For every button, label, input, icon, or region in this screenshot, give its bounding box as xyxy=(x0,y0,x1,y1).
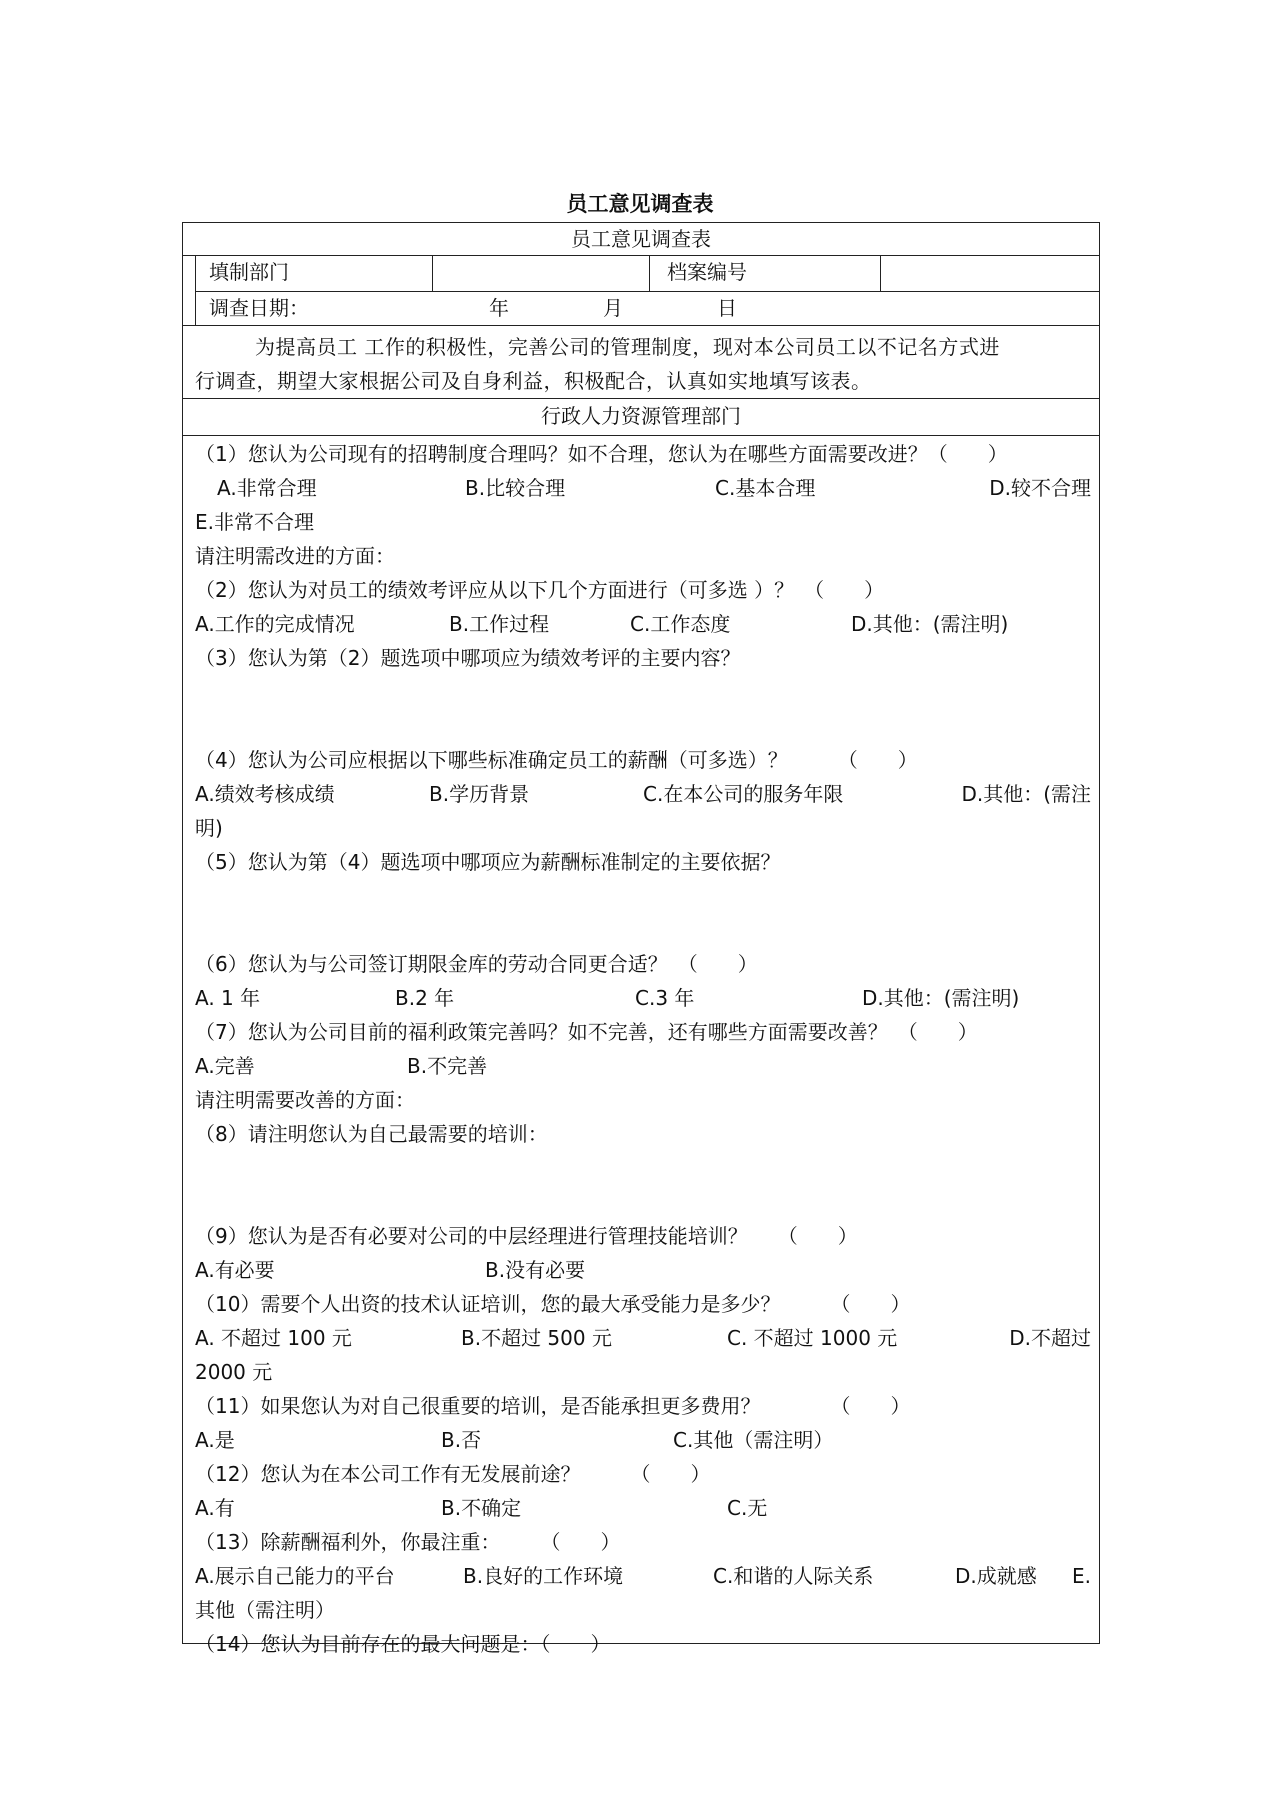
q2-option-c[interactable]: C.工作态度 xyxy=(630,612,731,636)
q6-option-b[interactable]: B.2 年 xyxy=(395,986,455,1010)
intro-line: 行调查，期望大家根据公司及自身利益，积极配合，认真如实地填写该表。 xyxy=(195,369,872,393)
q9-option-b[interactable]: B.没有必要 xyxy=(485,1258,586,1282)
q6-option-a[interactable]: A. 1 年 xyxy=(195,986,261,1010)
question-4: （4）您认为公司应根据以下哪些标准确定员工的薪酬（可多选）？ （ ） xyxy=(195,748,918,772)
q1-option-e[interactable]: E.非常不合理 xyxy=(195,510,314,534)
question-9: （9）您认为是否有必要对公司的中层经理进行管理技能培训？ （ ） xyxy=(195,1224,858,1248)
q12-option-b[interactable]: B.不确定 xyxy=(441,1496,522,1520)
q7-option-a[interactable]: A.完善 xyxy=(195,1054,255,1078)
question-3: （3）您认为第（2）题选项中哪项应为绩效考评的主要内容？ xyxy=(195,646,741,670)
q6-option-d[interactable]: D.其他：(需注明) xyxy=(862,986,1020,1010)
q4-option-c[interactable]: C.在本公司的服务年限 xyxy=(643,782,844,806)
q4-option-d-cont: 明) xyxy=(195,816,223,840)
date-month[interactable]: 月 xyxy=(603,296,623,320)
divider xyxy=(649,255,650,291)
q1-option-b[interactable]: B.比较合理 xyxy=(465,476,566,500)
q13-option-e[interactable]: E. xyxy=(1072,1564,1091,1588)
q4-option-a[interactable]: A.绩效考核成绩 xyxy=(195,782,335,806)
question-1: （1）您认为公司现有的招聘制度合理吗？如不合理，您认为在哪些方面需要改进？（ ） xyxy=(195,442,1008,466)
question-10: （10）需要个人出资的技术认证培训，您的最大承受能力是多少？ （ ） xyxy=(195,1292,911,1316)
q7-note: 请注明需要改善的方面： xyxy=(195,1088,415,1112)
q10-option-a[interactable]: A. 不超过 100 元 xyxy=(195,1326,352,1350)
question-12: （12）您认为在本公司工作有无发展前途？ （ ） xyxy=(195,1462,711,1486)
question-11: （11）如果您认为对自己很重要的培训，是否能承担更多费用？ （ ） xyxy=(195,1394,911,1418)
q1-option-c[interactable]: C.基本合理 xyxy=(715,476,816,500)
q10-option-c[interactable]: C. 不超过 1000 元 xyxy=(727,1326,898,1350)
question-6: （6）您认为与公司签订期限金库的劳动合同更合适？ （ ） xyxy=(195,952,758,976)
divider xyxy=(195,291,1099,292)
q9-option-a[interactable]: A.有必要 xyxy=(195,1258,275,1282)
date-label: 调查日期： xyxy=(209,296,309,320)
q4-option-d[interactable]: D.其他：(需注 xyxy=(961,782,1091,806)
question-13: （13）除薪酬福利外，你最注重： （ ） xyxy=(195,1530,621,1554)
q1-option-a[interactable]: A.非常合理 xyxy=(217,476,317,500)
q6-option-c[interactable]: C.3 年 xyxy=(635,986,695,1010)
q13-option-d[interactable]: D.成就感 xyxy=(955,1564,1037,1588)
divider xyxy=(183,435,1099,436)
fill-dept-label: 填制部门 xyxy=(209,260,289,284)
q10-option-b[interactable]: B.不超过 500 元 xyxy=(461,1326,612,1350)
archive-no-field[interactable] xyxy=(882,256,1096,290)
q11-option-a[interactable]: A.是 xyxy=(195,1428,235,1452)
date-day[interactable]: 日 xyxy=(717,296,737,320)
q1-option-d[interactable]: D.较不合理 xyxy=(989,476,1091,500)
q2-option-d[interactable]: D.其他：(需注明) xyxy=(851,612,1009,636)
question-7: （7）您认为公司目前的福利政策完善吗？如不完善，还有哪些方面需要改善？ （ ） xyxy=(195,1020,978,1044)
q2-option-b[interactable]: B.工作过程 xyxy=(449,612,550,636)
q10-option-d[interactable]: D.不超过 xyxy=(1009,1326,1091,1350)
question-8: （8）请注明您认为自己最需要的培训： xyxy=(195,1122,548,1146)
q12-option-c[interactable]: C.无 xyxy=(727,1496,768,1520)
intro-line: 为提高员工 工作的积极性，完善公司的管理制度，现对本公司员工以不记名方式进 xyxy=(255,335,1000,359)
survey-form xyxy=(182,222,1100,1656)
q11-option-b[interactable]: B.否 xyxy=(441,1428,482,1452)
q13-option-a[interactable]: A.展示自己能力的平台 xyxy=(195,1564,395,1588)
intro-text xyxy=(195,330,1089,398)
divider xyxy=(183,325,1099,326)
question-14: （14）您认为目前存在的最大问题是：（ ） xyxy=(195,1632,611,1656)
q11-option-c[interactable]: C.其他（需注明） xyxy=(673,1428,834,1452)
q13-option-c[interactable]: C.和谐的人际关系 xyxy=(713,1564,874,1588)
q4-option-b[interactable]: B.学历背景 xyxy=(429,782,530,806)
date-year[interactable]: 年 xyxy=(489,296,509,320)
fill-dept-field[interactable] xyxy=(434,256,646,290)
divider xyxy=(432,255,433,291)
page-title: 员工意见调查表 xyxy=(566,192,714,216)
q2-option-a[interactable]: A.工作的完成情况 xyxy=(195,612,355,636)
q1-note: 请注明需改进的方面： xyxy=(195,544,395,568)
q13-option-b[interactable]: B.良好的工作环境 xyxy=(463,1564,624,1588)
q13-option-e-cont: 其他（需注明） xyxy=(195,1598,335,1622)
q10-option-d-cont: 2000 元 xyxy=(195,1360,273,1384)
question-5: （5）您认为第（4）题选项中哪项应为薪酬标准制定的主要依据？ xyxy=(195,850,781,874)
form-header: 员工意见调查表 xyxy=(571,227,711,251)
divider xyxy=(195,255,196,325)
divider xyxy=(880,255,881,291)
q12-option-a[interactable]: A.有 xyxy=(195,1496,235,1520)
department-header: 行政人力资源管理部门 xyxy=(541,404,741,428)
question-2: （2）您认为对员工的绩效考评应从以下几个方面进行（可多选 ）？ （ ） xyxy=(195,578,885,602)
q7-option-b[interactable]: B.不完善 xyxy=(407,1054,488,1078)
archive-no-label: 档案编号 xyxy=(667,260,747,284)
